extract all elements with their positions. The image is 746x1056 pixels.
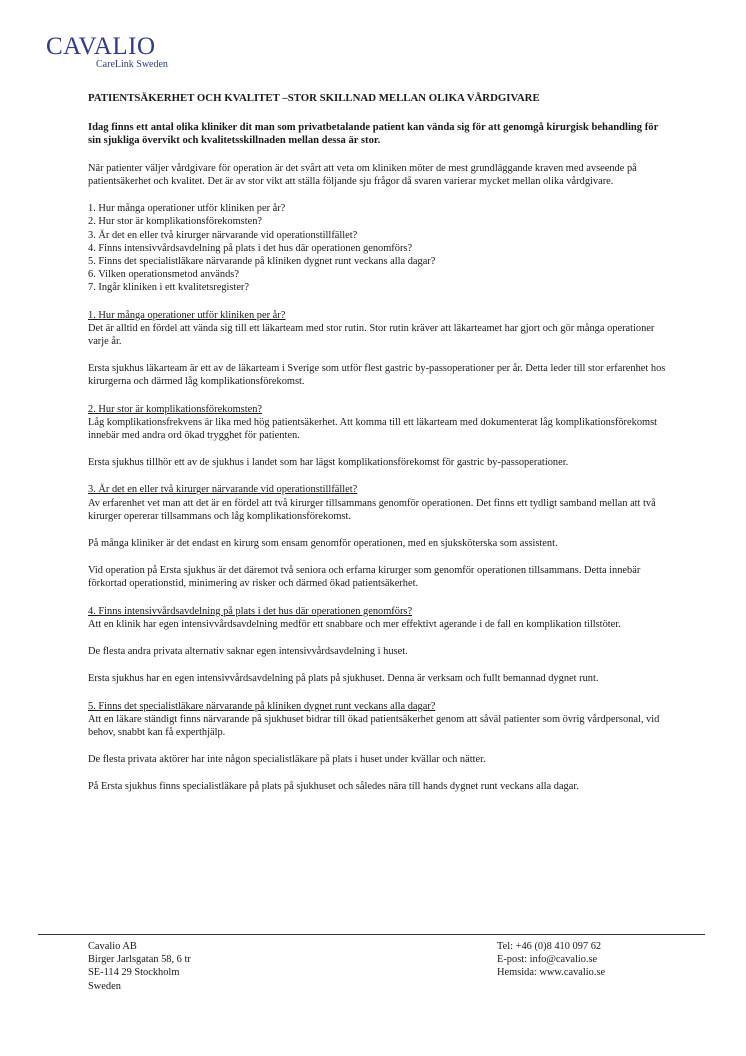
section-paragraph: Att en klinik har egen intensivvårdsavdelning medför ett snabbare och mer effektivt agerande i de fall en komplikation tillstöter.: [88, 618, 621, 630]
footer-email: E-post: info@cavalio.se: [497, 954, 598, 966]
intro-paragraph: När patienter väljer vårdgivare för operation är det svårt att veta om kliniken möter de mest grundläggande kraven med avseende på patientsäkerhet och kvalitet. Det är av stor vikt att ställa följande sju frågor då svaren varierar mycket mellan olika vårdgivare.: [88, 162, 637, 188]
footer-country: Sweden: [88, 980, 121, 992]
section-paragraph: Att en läkare ständigt finns närvarande på sjukhuset bidrar till ökad patientsäkerhet genom att såväl patienter som övrig vårdpersonal, vid behov, snabbt kan få experthjälp.: [88, 713, 660, 738]
section-paragraph: Ersta sjukhus tillhör ett av de sjukhus i landet som har lägst komplikationsförekomst för gastric by-passoperationer.: [88, 457, 569, 469]
question-item: 2. Hur stor är komplikationsförekomsten?: [88, 216, 263, 228]
section-heading: 3. Är det en eller två kirurger närvarande vid operationstillfället?: [88, 484, 358, 496]
question-item: 6. Vilken operationsmetod används?: [88, 269, 239, 281]
page-title: PATIENTSÄKERHET OCH KVALITET –STOR SKILLNAD MELLAN OLIKA VÅRDGIVARE: [88, 92, 540, 104]
footer-phone: Tel: +46 (0)8 410 097 62: [497, 941, 602, 952]
section-paragraph: De flesta privata aktörer har inte någon specialistläkare på plats i huset under kvällar och nätter.: [88, 754, 486, 766]
section-paragraph: Ersta sjukhus har en egen intensivvårdsavdelning på plats på sjukhuset. Denna är verksam och fullt bemannad dygnet runt.: [88, 673, 599, 685]
section-heading: 2. Hur stor är komplikationsförekomsten?: [88, 403, 263, 415]
footer-contact: [497, 940, 605, 980]
section-paragraph: Låg komplikationsfrekvens är lika med hög patientsäkerhet. Att komma till ett läkarteam med dokumenterat låg komplikationsförekomst innebär med andra ord ökad trygghet för patienten.: [88, 416, 658, 442]
question-item: 5. Finns det specialistläkare närvarande på kliniken dygnet runt veckans alla dagar?: [88, 256, 436, 268]
footer-website: Hemsida: www.cavalio.se: [497, 967, 606, 979]
section-heading: 1. Hur många operationer utför kliniken per år?: [88, 309, 286, 321]
footer-divider: [38, 934, 705, 935]
document-body: [88, 91, 668, 808]
company-logo: [46, 32, 176, 72]
question-list: [88, 202, 668, 294]
section-paragraph: Av erfarenhet vet man att det är en fördel att två kirurger tillsammans genomför operationen. Det finns ett tydligt samband mellan att två kirurger opererar tillsammans och låg komplikationsförekomst.: [88, 497, 656, 522]
section-heading: 5. Finns det specialistläkare närvarande på kliniken dygnet runt veckans alla dagar?: [88, 700, 436, 712]
question-item: 1. Hur många operationer utför kliniken per år?: [88, 203, 286, 215]
section-2: [88, 403, 668, 470]
section-1: [88, 309, 668, 389]
question-item: 4. Finns intensivvårdsavdelning på plats i det hus där operationen genomförs?: [88, 242, 413, 254]
section-5: [88, 700, 668, 794]
footer-street: Birger Jarlsgatan 58, 6 tr: [88, 954, 191, 966]
section-heading: 4. Finns intensivvårdsavdelning på plats i det hus där operationen genomförs?: [88, 605, 413, 617]
section-4: [88, 605, 668, 686]
logo-tagline: CareLink Sweden: [96, 59, 168, 70]
footer-address: [88, 940, 191, 993]
section-paragraph: På många kliniker är det endast en kirurg som ensam genomför operationen, med en sjuksköterska som assistent.: [88, 538, 558, 550]
section-paragraph: Det är alltid en fördel att vända sig till ett läkarteam med stor rutin. Stor rutin kräver att läkarteamet har gjort och gör många operationer varje år.: [88, 322, 655, 348]
footer-company: Cavalio AB: [88, 941, 137, 952]
section-paragraph: Vid operation på Ersta sjukhus är det däremot två seniora och erfarna kirurger som genomför operationen tillsammans. Detta innebär förkortad operationstid, minimering av risker och därmed ökad patientsäkerhet.: [88, 565, 641, 590]
section-paragraph: På Ersta sjukhus finns specialistläkare på plats på sjukhuset och således nära till hands dygnet runt veckans alla dagar.: [88, 781, 579, 793]
section-3: [88, 483, 668, 590]
footer-postal: SE-114 29 Stockholm: [88, 967, 180, 979]
lead-paragraph: Idag finns ett antal olika kliniker dit man som privatbetalande patient kan vända sig för att genomgå kirurgisk behandling för sin sjukliga övervikt och kvalitetsskillnaden mellan dessa är stor.: [88, 122, 659, 147]
section-paragraph: Ersta sjukhus läkarteam är ett av de läkarteam i Sverige som utför flest gastric by-passoperationer per år. Detta leder till stor erfarenhet hos kirurgerna och därmed låg komplikationsförekomst.: [88, 363, 666, 388]
section-paragraph: De flesta andra privata alternativ saknar egen intensivvårdsavdelning i huset.: [88, 646, 408, 658]
logo-wordmark: CAVALIO: [46, 33, 156, 60]
question-item: 7. Ingår kliniken i ett kvalitetsregister?: [88, 282, 250, 294]
question-item: 3. Är det en eller två kirurger närvarande vid operationstillfället?: [88, 229, 358, 241]
